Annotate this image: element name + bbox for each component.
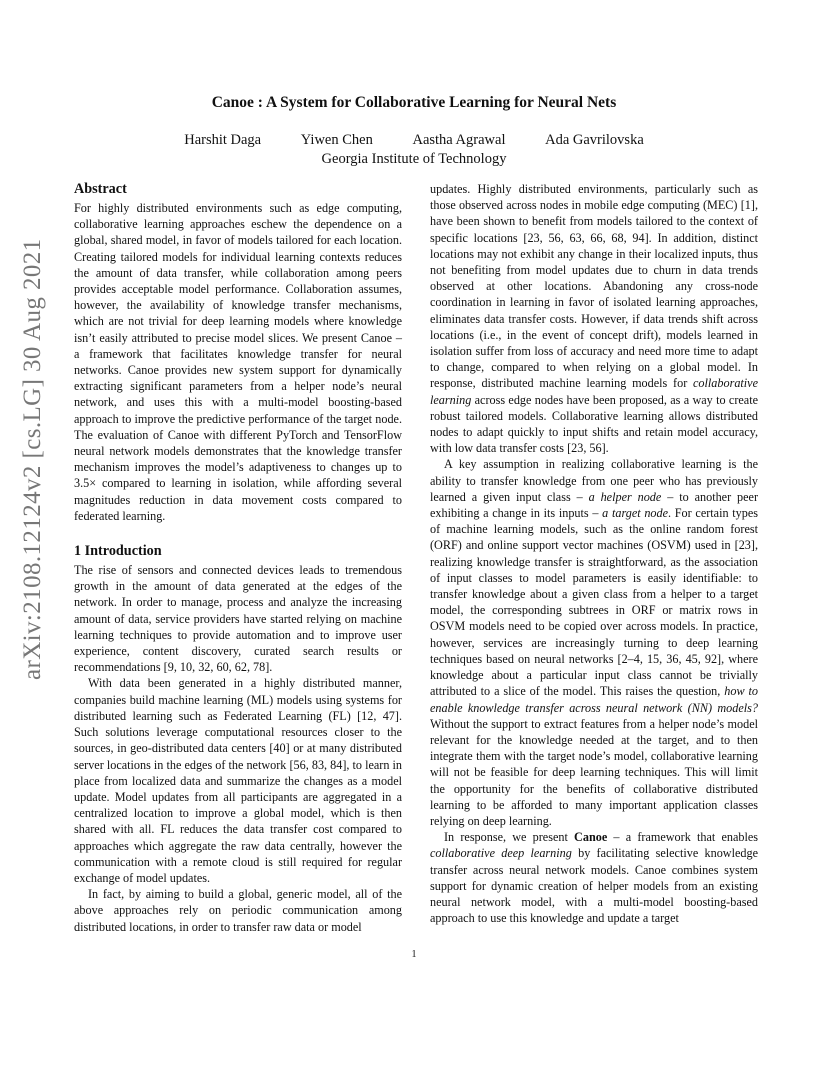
paragraph: In fact, by aiming to build a global, generic model, all of the above approaches rely on periodic communication among distributed locations, in order to transfer raw data or model: [74, 887, 402, 934]
left-column: [74, 180, 402, 935]
section-heading: 1 Introduction: [74, 543, 162, 560]
arxiv-sidebar: [19, 238, 59, 720]
author-name: Harshit Daga: [184, 132, 262, 148]
paragraph: In response, we present Canoe – a framework that enables collaborative deep learning by facilitating selective knowledge transfer across neural network models. Canoe combines system support for dynamic creation of helper models from an existing neural network model, with a multi-model boosting-based approach to use this knowledge and update a target: [430, 830, 759, 926]
right-column: [430, 181, 758, 926]
paragraph: updates. Highly distributed environments, particularly such as those observed across nodes in mobile edge computing (MEC) [1], have been shown to benefit from models tailored to the context of specific locations [23, 56, 63, 66, 68, 94]. In addition, distinct locations may not exhibit any change in their localized inputs, thus not benefiting from model updates due to churn in data trends observed at other locations. Abandoning any cross-node coordination in learning in favor of isolated learning approaches, eliminates data transfer costs. However, if data trends shift across locations (i.e., in the event of concept drift), models learned in isolation suffer from loss of accuracy and need more time to adapt to change, compared to when relying on a global model. In response, distributed machine learning models for collaborative learning across edge nodes have been proposed, as a way to create robust tailored models. Collaborative learning allows distributed nodes to adapt quickly to input shifts and retain model accuracy, with low data transfer costs [23, 56].: [430, 182, 758, 456]
author-list: [0, 132, 828, 149]
abstract-heading: Abstract: [74, 181, 127, 197]
author-name: Ada Gavrilovska: [545, 132, 644, 148]
paragraph: A key assumption in realizing collaborative learning is the ability to transfer knowledge from one peer who has previously learned a given input class – a helper node – to another peer exhibiting a change in its inputs – a target node. For certain types of machine learning models, such as the online random forest (ORF) and online support vector machines (OSVM) used in [23], realizing knowledge transfer is straightforward, as the association of input classes to model parameters is easily identifiable: to transfer knowledge about a given class from a helper to a target model, the corresponding subtrees in ORF or matrix rows in OSVM models need to be copied over across models. In practice, however, services are increasingly turning to deep learning techniques based on neural networks [2–4, 15, 36, 45, 92], where knowledge about a particular input class cannot be trivially attributed to a slice of the model. This raises the question, how to enable knowledge transfer across neural network (NN) models? Without the support to extract features from a helper node’s model relevant for the knowledge needed at the target, and to then integrate them with the target node’s model, collaborative learning will not be feasible for deep learning techniques. This will limit the opportunity for the benefits of collaborative distributed learning to be afforded to many important application classes relying on deep learning.: [430, 457, 759, 828]
paragraph: The rise of sensors and connected devices leads to tremendous growth in the amount of data generated at the edges of the network. In order to manage, process and analyze the increasing amount of data, service providers have started relying on machine learning techniques to provide automation and to improve user experience, content discovery, curated search results or recommendations [9, 10, 32, 60, 62, 78].: [74, 563, 402, 675]
arxiv-identifier: arXiv:2108.12124v2 [cs.LG] 30 Aug 2021: [19, 238, 46, 680]
paper-title: Canoe : A System for Collaborative Learning for Neural Nets: [211, 94, 617, 111]
author-name: Aastha Agrawal: [412, 132, 506, 148]
author-name: Yiwen Chen: [300, 132, 373, 148]
paragraph: With data been generated in a highly distributed manner, companies build machine learning (ML) models using systems for distributed learning such as Federated Learning (FL) [12, 47]. Such solutions leverage computational resources closer to the sources, in geo-distributed data centers [40] or at many distributed server locations in the edges of the network [56, 83, 84], to learn in place from localized data and summarize the changes as a model update. Model updates from all participants are aggregated in a centralized location to improve a global model, which is then shared with all. FL reduces the data transfer cost compared to approaches which aggregate the raw data centrally, however the communication with a remote cloud is still required for regular exchange of model updates.: [74, 676, 402, 885]
abstract-text: For highly distributed environments such as edge computing, collaborative learning approaches eschew the dependence on a global, shared model, in favor of models tailored for each location. Creating tailored models for individual learning contexts reduces the amount of data transfer, while collaboration among peers provides acceptable model performance. Collaboration assumes, however, the availability of knowledge transfer mechanisms, which are not trivial for deep learning models where knowledge isn’t easily attributed to precise model slices. We present Canoe – a framework that facilitates knowledge transfer for neural networks. Canoe provides new system support for dynamically extracting significant parameters from a helper node’s neural network, and uses this with a multi-model boosting-based approach to improve the predictive performance of the target node. The evaluation of Canoe with different PyTorch and TensorFlow neural network models demonstrates that the knowledge transfer mechanism improves the model’s adaptiveness to changes up to 3.5× compared to learning in isolation, while affording several magnitudes reduction in data movement costs compared to federated learning.: [74, 201, 402, 523]
page-number: 1: [411, 949, 417, 960]
affiliation: Georgia Institute of Technology: [321, 151, 507, 167]
